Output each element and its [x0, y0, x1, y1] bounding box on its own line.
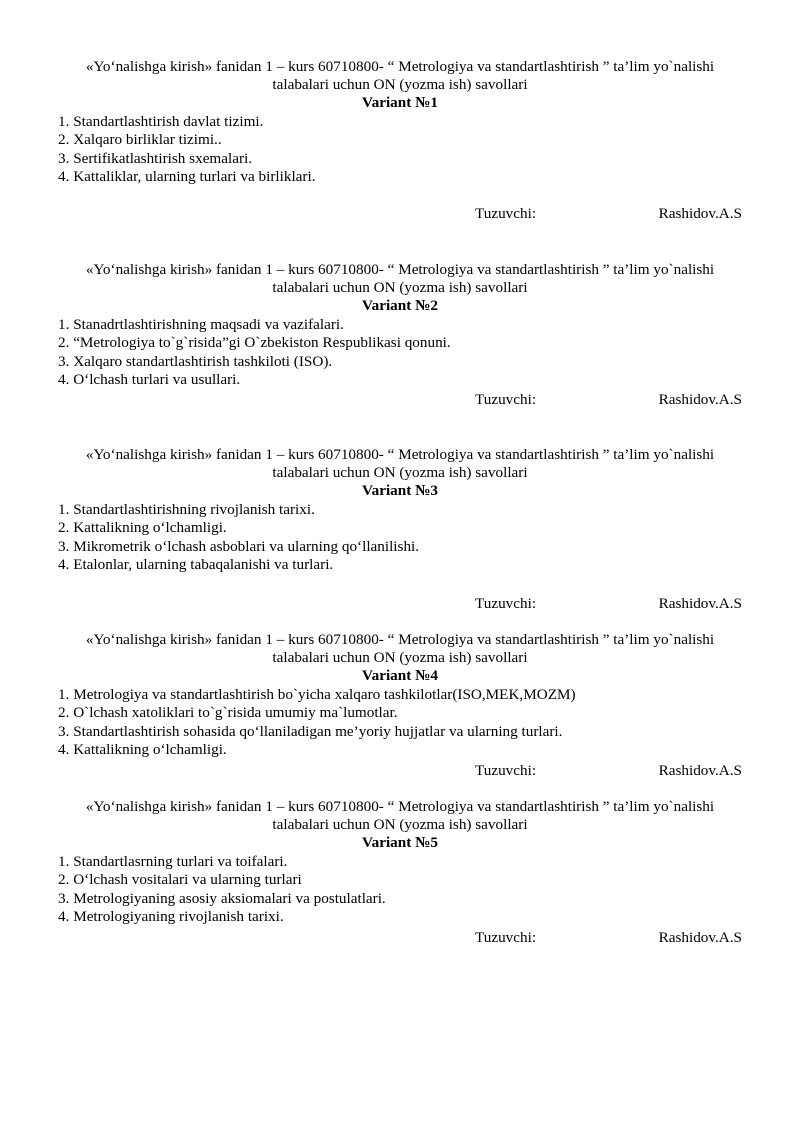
question-item: 4. Kattalikning o‘lchamligi.: [58, 741, 227, 758]
variant-block-4: [58, 631, 742, 779]
question-list: [58, 501, 742, 575]
question-item: 1. Stanadrtlashtirishning maqsadi va vazifalari.: [58, 315, 344, 333]
variant-title: Variant №3: [362, 482, 438, 499]
variant-title: Variant №2: [362, 297, 438, 314]
question-item: 2. Xalqaro birliklar tizimi..: [58, 131, 222, 148]
question-item: 1. Standartlashtirishning rivojlanish tarixi.: [58, 500, 315, 518]
question-item: 1. Standartlasrning turlari va toifalari.: [58, 852, 288, 870]
question-list: [58, 853, 742, 927]
question-list: [58, 316, 742, 390]
signature-line: [58, 391, 742, 409]
variant-header: «Yo‘nalishga kirish» fanidan 1 – kurs 60710800- “ Metrologiya va standartlashtirish ” ta’lim yo`nalishi talabalari uchun ON (yozma ish) savollari: [85, 261, 715, 296]
signature-role: Tuzuvchi:: [475, 205, 537, 222]
question-list: [58, 686, 742, 760]
signature-role: Tuzuvchi:: [475, 762, 537, 779]
signature-role: Tuzuvchi:: [475, 391, 537, 408]
question-item: 2. Kattalikning o‘lchamligi.: [58, 519, 227, 536]
question-item: 3. Standartlashtirish sohasida qo‘llaniladigan me’yoriy hujjatlar va ularning turlari.: [58, 722, 563, 740]
variant-title: Variant №5: [362, 834, 438, 851]
variant-title: Variant №4: [362, 667, 438, 684]
question-list: [58, 113, 742, 187]
signature-line: [58, 762, 742, 780]
question-item: 3. Metrologiyaning asosiy aksiomalari va postulatlari.: [58, 889, 386, 907]
signature-name: Rashidov.A.S: [658, 762, 742, 779]
question-item: 4. O‘lchash turlari va usullari.: [58, 371, 241, 388]
signature-name: Rashidov.A.S: [658, 929, 742, 946]
variant-block-3: [58, 446, 742, 612]
question-item: 4. Metrologiyaning rivojlanish tarixi.: [58, 908, 284, 925]
question-item: 3. Mikrometrik o‘lchash asboblari va ularning qo‘llanilishi.: [58, 537, 420, 555]
variant-block-2: [58, 261, 742, 408]
question-item: 1. Metrologiya va standartlashtirish bo`yicha xalqaro tashkilotlar(ISO,MEK,MOZM): [58, 685, 576, 703]
variant-header: «Yo‘nalishga kirish» fanidan 1 – kurs 60710800- “ Metrologiya va standartlashtirish ” ta’lim yo`nalishi talabalari uchun ON (yozma ish) savollari: [85, 58, 715, 93]
signature-line: [58, 205, 742, 223]
variant-block-5: [58, 798, 742, 946]
question-item: 2. “Metrologiya to`g`risida”gi O`zbekiston Respublikasi qonuni.: [58, 334, 451, 351]
question-item: 3. Sertifikatlashtirish sxemalari.: [58, 149, 253, 167]
signature-name: Rashidov.A.S: [658, 205, 742, 222]
question-item: 1. Standartlashtirish davlat tizimi.: [58, 112, 264, 130]
question-item: 4. Kattaliklar, ularning turlari va birliklari.: [58, 168, 316, 185]
question-item: 2. O`lchash xatoliklari to`g`risida umumiy ma`lumotlar.: [58, 704, 398, 721]
signature-name: Rashidov.A.S: [658, 595, 742, 612]
signature-line: [58, 929, 742, 947]
question-item: 4. Etalonlar, ularning tabaqalanishi va turlari.: [58, 556, 334, 573]
signature-line: [58, 595, 742, 613]
variant-title: Variant №1: [362, 94, 438, 111]
signature-role: Tuzuvchi:: [475, 929, 537, 946]
question-item: 3. Xalqaro standartlashtirish tashkiloti (ISO).: [58, 352, 333, 370]
variant-header: «Yo‘nalishga kirish» fanidan 1 – kurs 60710800- “ Metrologiya va standartlashtirish ” ta’lim yo`nalishi talabalari uchun ON (yozma ish) savollari: [85, 798, 715, 833]
signature-role: Tuzuvchi:: [475, 595, 537, 612]
variant-header: «Yo‘nalishga kirish» fanidan 1 – kurs 60710800- “ Metrologiya va standartlashtirish ” ta’lim yo`nalishi talabalari uchun ON (yozma ish) savollari: [85, 446, 715, 481]
signature-name: Rashidov.A.S: [658, 391, 742, 408]
question-item: 2. O‘lchash vositalari va ularning turlari: [58, 871, 302, 888]
variant-block-1: [58, 58, 742, 222]
variant-header: «Yo‘nalishga kirish» fanidan 1 – kurs 60710800- “ Metrologiya va standartlashtirish ” ta’lim yo`nalishi talabalari uchun ON (yozma ish) savollari: [85, 631, 715, 666]
